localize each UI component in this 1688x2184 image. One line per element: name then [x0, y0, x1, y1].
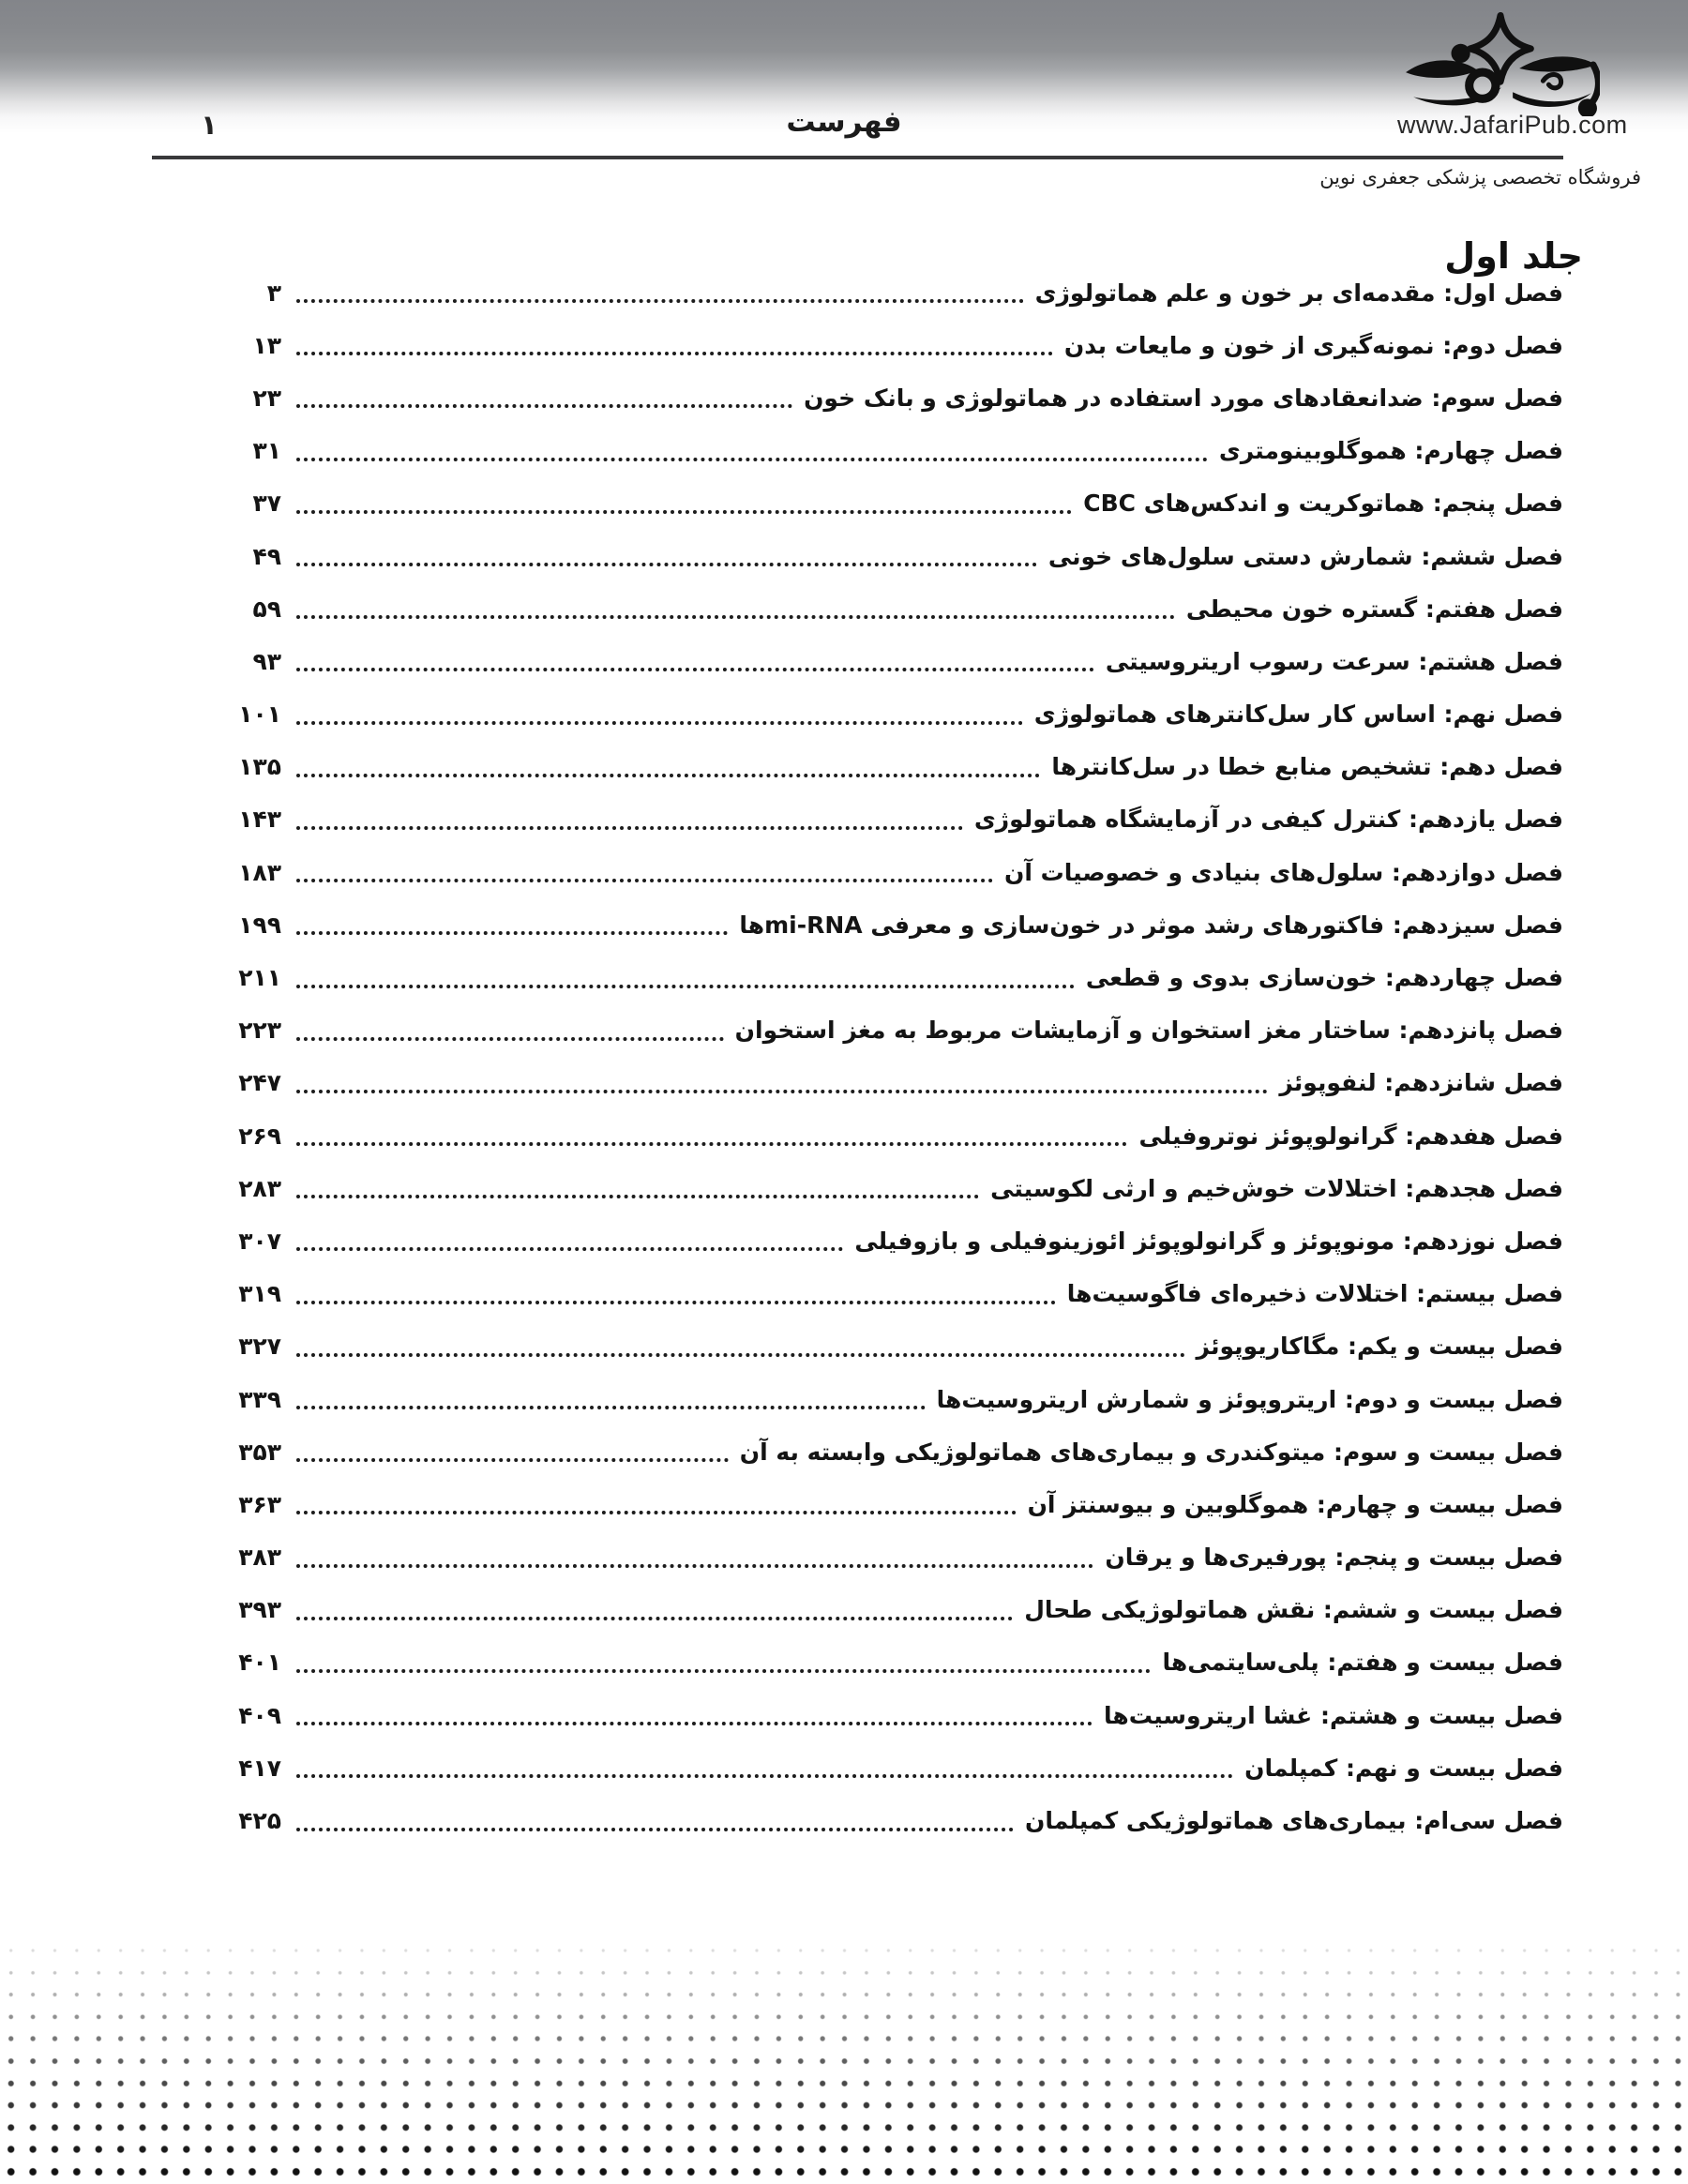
- toc-row: [212, 1584, 1563, 1636]
- chapter-title: فصل یازدهم: کنترل کیفی در آزمایشگاه هماتولوژی: [973, 806, 1563, 834]
- toc-row: [212, 1478, 1563, 1530]
- toc-row: [212, 477, 1563, 530]
- chapter-page-number: ۵۹: [252, 595, 281, 623]
- dotted-leader: [296, 1722, 1093, 1725]
- chapter-page-number: ۴۲۵: [238, 1807, 281, 1835]
- chapter-page-number: ۳۲۷: [238, 1333, 281, 1361]
- toc-row: [212, 635, 1563, 687]
- toc-row: [212, 1636, 1563, 1689]
- toc-row: [212, 1425, 1563, 1478]
- chapter-page-number: ۳۱۹: [238, 1280, 281, 1308]
- dotted-leader: [296, 1301, 1056, 1304]
- chapter-title: فصل اول: مقدمه‌ای بر خون و علم هماتولوژی: [1034, 279, 1563, 307]
- toc-row: [212, 266, 1563, 319]
- dotted-leader: [296, 510, 1072, 514]
- halftone-dot-row: [0, 2138, 1688, 2161]
- dotted-leader: [296, 931, 728, 935]
- dotted-leader: [296, 879, 993, 882]
- chapter-page-number: ۲۳: [252, 384, 281, 412]
- toc-row: [212, 425, 1563, 477]
- chapter-title: فصل سوم: ضدانعقادهای مورد استفاده در هماتولوژی و بانک خون: [804, 384, 1563, 412]
- halftone-dot-row: [0, 2050, 1688, 2072]
- store-name: فروشگاه تخصصی پزشکی جعفری نوین: [1319, 166, 1641, 188]
- toc-row: [212, 741, 1563, 793]
- halftone-dot-row: [0, 2094, 1688, 2116]
- dotted-leader: [296, 563, 1037, 566]
- dotted-leader: [296, 1195, 979, 1198]
- chapter-page-number: ۳۹۳: [238, 1596, 281, 1624]
- toc-row: [212, 1057, 1563, 1109]
- toc-row: [212, 1320, 1563, 1373]
- toc-row: [212, 319, 1563, 371]
- halftone-dot-row: [0, 1983, 1688, 2006]
- halftone-dot-row: [0, 2072, 1688, 2095]
- dotted-leader: [296, 668, 1094, 671]
- dotted-leader: [296, 1353, 1185, 1357]
- chapter-title: فصل شانزدهم: لنفوپوئز: [1279, 1069, 1563, 1097]
- dotted-leader: [296, 774, 1040, 777]
- dotted-leader: [296, 1090, 1268, 1093]
- chapter-page-number: ۲۴۷: [238, 1069, 281, 1097]
- chapter-page-number: ۲۱۱: [238, 964, 281, 992]
- dotted-leader: [296, 1617, 1013, 1620]
- volume-title: جلد اول: [1444, 235, 1583, 278]
- chapter-page-number: ۹۳: [252, 647, 281, 675]
- dotted-leader: [296, 1406, 926, 1409]
- chapter-page-number: ۱۹۹: [238, 911, 281, 939]
- toc-row: [212, 530, 1563, 582]
- toc-list: [212, 266, 1563, 1847]
- chapter-page-number: ۱۸۳: [238, 858, 281, 886]
- chapter-title: فصل بیست و یکم: مگاکاریوپوئز: [1196, 1333, 1563, 1361]
- header-rule: [152, 156, 1563, 159]
- publisher-logo-icon: [1401, 11, 1600, 116]
- chapter-title: فصل بیست و هفتم: پلی‌سایتمی‌ها: [1162, 1649, 1563, 1677]
- site-url: www.JafariPub.com: [1397, 111, 1628, 139]
- chapter-title: فصل سیزدهم: فاکتورهای رشد موثر در خون‌سازی و معرفی mi-RNAها: [739, 911, 1563, 939]
- chapter-page-number: ۲۸۳: [238, 1174, 281, 1202]
- halftone-dot-row: [0, 2161, 1688, 2183]
- chapter-title: فصل هجدهم: اختلالات خوش‌خیم و ارثی لکوسیتی: [990, 1174, 1563, 1202]
- chapter-title: فصل دوم: نمونه‌گیری از خون و مایعات بدن: [1063, 331, 1563, 359]
- chapter-page-number: ۳۰۷: [238, 1227, 281, 1255]
- dotted-leader: [296, 1774, 1233, 1778]
- chapter-title: فصل بیست و دوم: اریتروپوئز و شمارش اریتروسیت‌ها: [936, 1385, 1563, 1413]
- chapter-page-number: ۱۴۳: [238, 806, 281, 834]
- toc-row: [212, 1689, 1563, 1741]
- dotted-leader: [296, 1511, 1017, 1514]
- chapter-title: فصل چهارم: هموگلوبینومتری: [1218, 437, 1563, 465]
- chapter-title: فصل پانزدهم: ساختار مغز استخوان و آزمایشات مربوط به مغز استخوان: [734, 1017, 1563, 1045]
- chapter-page-number: ۱۳: [252, 331, 281, 359]
- chapter-page-number: ۴۰۱: [238, 1649, 281, 1677]
- toc-row: [212, 1162, 1563, 1214]
- halftone-dot-row: [0, 2116, 1688, 2139]
- chapter-title: فصل سی‌ام: بیماری‌های هماتولوژیکی کمپلمان: [1025, 1807, 1563, 1835]
- chapter-title: فصل دهم: تشخیص منابع خطا در سل‌کانترها: [1051, 753, 1563, 781]
- chapter-title: فصل بیست و نهم: کمپلمان: [1244, 1754, 1563, 1782]
- toc-row: [212, 793, 1563, 846]
- dotted-leader: [296, 721, 1023, 725]
- toc-row: [212, 1531, 1563, 1584]
- dotted-leader: [296, 458, 1208, 461]
- chapter-title: فصل بیست و هشتم: غشا اریتروسیت‌ها: [1104, 1701, 1563, 1729]
- dotted-leader: [296, 1564, 1093, 1568]
- dotted-leader: [296, 404, 792, 408]
- page-number: ۱: [201, 109, 218, 141]
- dotted-leader: [296, 1669, 1151, 1673]
- halftone-pattern: [0, 1939, 1688, 2184]
- chapter-title: فصل نهم: اساس کار سل‌کانترهای هماتولوژی: [1033, 700, 1563, 729]
- halftone-dot-row: [0, 1939, 1688, 1962]
- toc-row: [212, 582, 1563, 635]
- chapter-page-number: ۳۱: [252, 437, 281, 465]
- chapter-title: فصل نوزدهم: مونوپوئز و گرانولوپوئز ائوزینوفیلی و بازوفیلی: [854, 1227, 1563, 1255]
- chapter-page-number: ۴۰۹: [238, 1701, 281, 1729]
- chapter-title: فصل ششم: شمارش دستی سلول‌های خونی: [1047, 542, 1563, 570]
- chapter-page-number: ۳: [266, 279, 281, 307]
- toc-row: [212, 1004, 1563, 1057]
- chapter-title: فصل بیست و سوم: میتوکندری و بیماری‌های هماتولوژیکی وابسته به آن: [739, 1438, 1563, 1466]
- chapter-page-number: ۲۶۹: [238, 1122, 281, 1150]
- chapter-page-number: ۳۳۹: [238, 1385, 281, 1413]
- dotted-leader: [296, 1458, 729, 1462]
- dotted-leader: [296, 1247, 843, 1251]
- chapter-page-number: ۱۳۵: [238, 753, 281, 781]
- dotted-leader: [296, 1828, 1014, 1831]
- chapter-page-number: ۳۸۳: [238, 1544, 281, 1572]
- dotted-leader: [296, 299, 1024, 303]
- chapter-page-number: ۳۶۳: [238, 1490, 281, 1518]
- chapter-title: فصل هفتم: گستره خون محیطی: [1185, 595, 1563, 623]
- dotted-leader: [296, 352, 1053, 355]
- dotted-leader: [296, 826, 963, 830]
- toc-row: [212, 951, 1563, 1003]
- toc-row: [212, 1109, 1563, 1162]
- dotted-leader: [296, 1037, 724, 1041]
- dotted-leader: [296, 985, 1075, 988]
- chapter-title: فصل بیست و ششم: نقش هماتولوژیکی طحال: [1024, 1596, 1563, 1624]
- chapter-page-number: ۱۰۱: [238, 700, 281, 729]
- toc-row: [212, 1741, 1563, 1794]
- halftone-dot-row: [0, 2027, 1688, 2050]
- chapter-title: فصل چهاردهم: خون‌سازی بدوی و قطعی: [1085, 964, 1563, 992]
- chapter-page-number: ۲۲۳: [238, 1017, 281, 1045]
- toc-row: [212, 371, 1563, 424]
- page-header: [0, 0, 1688, 141]
- chapter-title: فصل هفدهم: گرانولوپوئز نوتروفیلی: [1138, 1122, 1563, 1150]
- dotted-leader: [296, 1142, 1127, 1146]
- chapter-title: فصل هشتم: سرعت رسوب اریتروسیتی: [1105, 647, 1563, 675]
- halftone-dot-row: [0, 2006, 1688, 2028]
- chapter-page-number: ۴۱۷: [238, 1754, 281, 1782]
- toc-row: [212, 846, 1563, 898]
- chapter-page-number: ۳۷: [252, 490, 281, 518]
- toc-row: [212, 1373, 1563, 1425]
- header-title: فهرست: [786, 105, 902, 139]
- chapter-page-number: ۴۹: [252, 542, 281, 570]
- toc-row: [212, 1794, 1563, 1846]
- halftone-dot-row: [0, 1962, 1688, 1984]
- chapter-title: فصل بیستم: اختلالات ذخیره‌ای فاگوسیت‌ها: [1066, 1280, 1563, 1308]
- chapter-title: فصل بیست و پنجم: پورفیری‌ها و یرقان: [1105, 1544, 1563, 1572]
- chapter-title: فصل پنجم: هماتوکریت و اندکس‌های CBC: [1083, 490, 1563, 518]
- toc-row: [212, 898, 1563, 951]
- toc-row: [212, 688, 1563, 741]
- chapter-title: فصل دوازدهم: سلول‌های بنیادی و خصوصیات آن: [1004, 858, 1563, 886]
- toc-row: [212, 1214, 1563, 1267]
- toc-row: [212, 1268, 1563, 1320]
- chapter-page-number: ۳۵۳: [238, 1438, 281, 1466]
- chapter-title: فصل بیست و چهارم: هموگلوبین و بیوسنتز آن: [1027, 1490, 1563, 1518]
- dotted-leader: [296, 615, 1175, 619]
